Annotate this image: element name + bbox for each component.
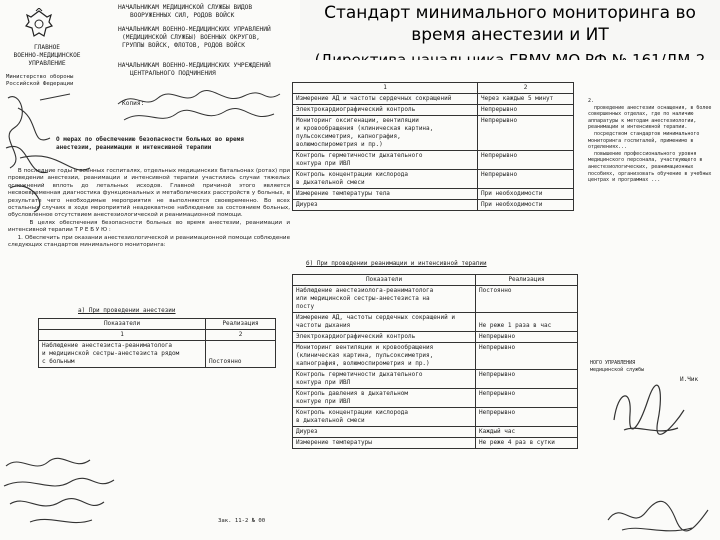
subject-line: О мерах по обеспечению безопасности больных во время анестезии, реанимации и интенсивной терапии [56,136,244,151]
recipient-line: НАЧАЛЬНИКАМ ВОЕННО-МЕДИЦИНСКИХ УЧРЕЖДЕНИЙ [118,62,271,69]
table-cell: Непрерывно [476,408,578,427]
table-row [293,389,578,408]
table-cell: Электрокардиографический контроль [293,105,478,116]
table-cell: Измерение температуры тела [293,189,478,200]
table-row [293,408,578,427]
ministry-name: Министерство обороны Российской Федерации [6,74,74,87]
signoff-block: НОГО УПРАВЛЕНИЯ медицинской службы [590,360,645,373]
table-cell: При необходимости [478,189,574,200]
right-scanned-page [292,60,720,540]
table-cell: Непрерывно [476,389,578,408]
table-cell: Контроль герметичности дыхательного контура при ИВЛ [293,370,476,389]
signer-name: И.Чик [680,376,699,383]
side-note-text: 2. проведение анестезии оснащения, в более совершенных отделах, где по наличию аппаратуры к методам анестезиологии, реанимации и интенсивной терапии. посредством стандартов минимального мониторинга госпиталей, применимо в отделениях... повышение профессионального уровня медицинского персонала, участвующего в анестезиологических, реанимационных пособиях, организовать обучение в учебных центрах и программах ... [588,98,712,184]
title-line-1: Стандарт минимального мониторинга во [324,3,696,23]
recipient-line: ГРУППЫ ВОЙСК, ФЛОТОВ, РОДОВ ВОЙСК [122,42,245,49]
column-number: 1 [39,330,206,341]
table-row [293,313,578,332]
table-cell: Мониторинг вентиляции и кровообращения (клиническая картина, пульсоксиметрия, капнография, волюмоспирометрия и пр.) [293,343,476,370]
table-row [293,343,578,370]
directive-body: В последние годы в военных госпиталях, отдельных медицинских батальонах (ротах) при проведении анестезии, реанимации и интенсивной терапии участились случаи тяжелых осложнений вплоть до летальных исходов. Главной причиной этого является несвоевременная диагностика функциональных и метаболических расстройств у больных, в результате чего необходимые мероприятия не выполняются своевременно. Во всех остальных случаях в ходе мероприятий неадекватное наблюдение за состоянием больных, обусловленное отсутствием анестезиологической и реанимационной помощи. В целях обеспечения безопасности больных во время анестезии, реанимации и интенсивной терапии Т Р Е Б У Ю : 1. Обеспечить при оказании анестезиологической и реанимационной помощи соблюдение следующих стандартов минимального мониторинга: [8,168,291,249]
table-row [293,94,574,105]
table-cell: Контроль давления в дыхательном контуре при ИВЛ [293,389,476,408]
table-row [293,332,578,343]
table-row [293,370,578,389]
table-row [293,105,574,116]
column-number: 1 [293,83,478,94]
table-cell: Через каждые 5 минут [478,94,574,105]
recipient-line: НАЧАЛЬНИКАМ ВОЕННО-МЕДИЦИНСКИХ УПРАВЛЕНИЙ [118,26,271,33]
column-header: Реализация [476,275,578,286]
table-cell: Наблюдение анестезиолога-реаниматолога или медицинской сестры-анестезиста на посту [293,286,476,313]
table-row [293,200,574,211]
table-row [293,116,574,151]
handwritten-signature-bottom [0,452,120,532]
table-row [39,341,276,368]
table-cell: Непрерывно [478,116,574,151]
table-cell: Измерение АД и частоты сердечных сокращений [293,94,478,105]
table-cell: Контроль концентрации кислорода в дыхательной смеси [293,408,476,427]
table-cell: Контроль герметичности дыхательного контура при ИВЛ [293,151,478,170]
table-cell: Электрокардиографический контроль [293,332,476,343]
anesthesia-table-left [38,318,276,368]
resuscitation-monitoring-table [292,274,578,449]
table-cell: Измерение температуры [293,438,476,449]
handwritten-signature-right [608,380,688,440]
column-header: Реализация [206,319,276,330]
coat-of-arms-icon [22,8,56,42]
table-cell: Непрерывно [478,170,574,189]
organization-name: ГЛАВНОЕ ВОЕННО-МЕДИЦИНСКОЕ УПРАВЛЕНИЕ [13,44,81,67]
table-cell: Непрерывно [476,343,578,370]
table-header-row [39,319,276,330]
print-code: Зак. 11-2 № 00 [218,518,266,524]
recipient-line: НАЧАЛЬНИКАМ МЕДИЦИНСКОЙ СЛУЖБЫ ВИДОВ [118,4,253,11]
section-b-heading: б) При проведении реанимации и интенсивной терапии [306,260,487,267]
table-cell: Наблюдение анестезиста-реаниматолога и медицинской сестры-анестезиста рядом с больным [39,341,206,368]
recipient-line: (МЕДИЦИНСКОЙ СЛУЖБЫ) ВОЕННЫХ ОКРУГОВ, [122,34,260,41]
column-number: 2 [206,330,276,341]
table-cell: Непрерывно [476,370,578,389]
table-cell: При необходимости [478,200,574,211]
table-cell: Контроль концентрации кислорода в дыхательной смеси [293,170,478,189]
table-row [293,427,578,438]
recipient-line: ВООРУЖЕННЫХ СИЛ, РОДОВ ВОЙСК [130,12,235,19]
column-number: 2 [478,83,574,94]
table-row [293,438,578,449]
table-row [293,286,578,313]
table-cell: Мониторинг оксигенации, вентиляции и кровообращения (клиническая картина, пульсоксиметрия, капнография, волюмоспирометрия и пр.) [293,116,478,151]
table-header-row [293,275,578,286]
handwritten-resolution-signature [0,88,110,218]
recipient-line: ЦЕНТРАЛЬНОГО ПОДЧИНЕНИЯ [130,70,216,77]
table-cell: Диурез [293,200,478,211]
table-cell: Непрерывно [476,332,578,343]
section-a-heading: а) При проведении анестезии [78,307,176,314]
left-scanned-page [0,0,300,540]
table-cell: Постоянно [476,286,578,313]
table-cell: Измерение АД, частоты сердечных сокращений и частоты дыхания [293,313,476,332]
copy-label: Копия: [122,100,145,107]
table-row [293,170,574,189]
table-cell: Непрерывно [478,151,574,170]
table-cell: Не реже 1 раза в час [476,313,578,332]
title-line-2: время анестезии и ИТ [411,25,609,45]
table-cell: Не реже 4 раз в сутки [476,438,578,449]
table-number-row [39,330,276,341]
column-header: Показатели [39,319,206,330]
column-header: Показатели [293,275,476,286]
table-cell: Непрерывно [478,105,574,116]
table-row [293,151,574,170]
table-cell: Каждый час [476,427,578,438]
table-cell: Постоянно [206,341,276,368]
table-number-row [293,83,574,94]
handwritten-signature-bottom-right [602,490,712,538]
handwritten-note [114,86,284,134]
table-row [293,189,574,200]
table-cell: Диурез [293,427,476,438]
anesthesia-monitoring-table [292,82,574,211]
